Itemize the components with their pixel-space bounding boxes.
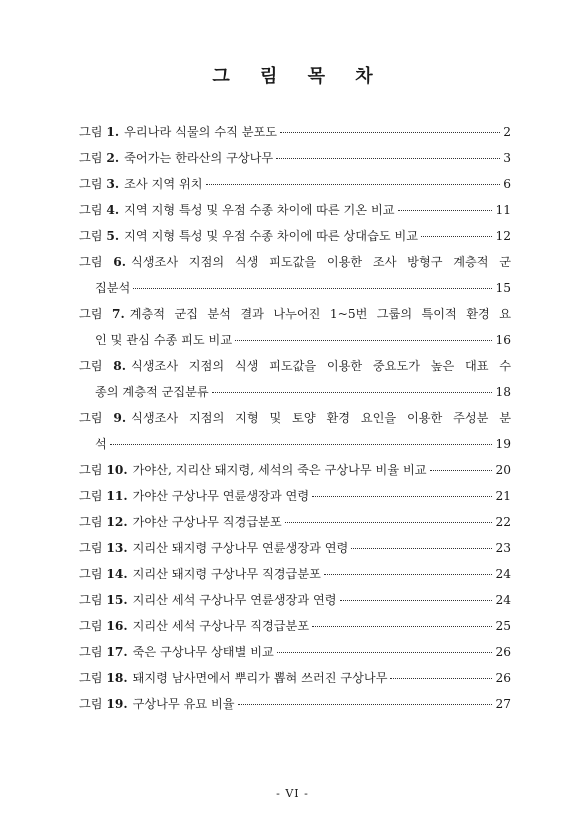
page-ref: 15 <box>495 281 511 295</box>
dot-leader <box>430 470 493 471</box>
figure-number: 18. <box>106 671 128 685</box>
figure-prefix: 그림 <box>79 307 103 321</box>
figure-prefix: 그림 <box>79 567 103 581</box>
toc-entry[interactable] <box>79 535 511 561</box>
toc-entry[interactable] <box>79 665 511 691</box>
figure-number: 16. <box>106 619 128 633</box>
figure-label <box>79 145 119 171</box>
figure-prefix: 그림 <box>79 645 103 659</box>
figure-number: 12. <box>106 515 128 529</box>
page-ref: 16 <box>495 333 511 347</box>
figure-label <box>79 535 128 561</box>
figure-prefix: 그림 <box>79 697 103 711</box>
toc-entry[interactable] <box>79 171 511 197</box>
figure-number: 5. <box>106 229 120 243</box>
toc-entry[interactable] <box>79 405 511 457</box>
dot-leader <box>133 288 492 289</box>
figure-caption: 식생조사 지점의 식생 피도값을 이용한 조사 방형구 계층적 군 <box>131 255 512 269</box>
toc-entry[interactable] <box>79 561 511 587</box>
figure-prefix: 그림 <box>79 177 103 191</box>
figure-label <box>79 613 128 639</box>
figure-caption: 계층적 군집 분석 결과 나누어진 1~5번 그룹의 특이적 환경 요 <box>129 307 511 321</box>
figure-caption: 종의 계층적 군집분류 <box>95 385 209 399</box>
figure-prefix: 그림 <box>79 671 103 685</box>
page-ref: 27 <box>495 697 511 711</box>
figure-number: 7. <box>111 307 125 321</box>
figure-prefix: 그림 <box>79 541 103 555</box>
figure-caption: 구상나무 유묘 비율 <box>132 697 235 711</box>
page-ref: 26 <box>495 671 511 685</box>
toc-entry[interactable] <box>79 483 511 509</box>
figure-number: 4. <box>106 203 120 217</box>
figure-prefix: 그림 <box>79 489 103 503</box>
figure-prefix: 그림 <box>79 411 103 425</box>
figure-prefix: 그림 <box>79 619 103 633</box>
page-ref: 23 <box>495 541 511 555</box>
figure-caption: 가야산, 지리산 돼지령, 세석의 죽은 구상나무 비율 비교 <box>132 463 427 477</box>
dot-leader <box>212 392 493 393</box>
page-ref: 3 <box>503 151 511 165</box>
figure-number: 6. <box>113 255 126 269</box>
page-number: - VI - <box>276 787 309 800</box>
page-ref: 11 <box>495 203 511 217</box>
figure-label <box>79 457 128 483</box>
figure-prefix: 그림 <box>79 593 103 607</box>
dot-leader <box>277 652 493 653</box>
figure-number: 19. <box>106 697 128 711</box>
figure-number: 11. <box>106 489 128 503</box>
figure-label <box>79 255 126 269</box>
figure-label <box>79 171 119 197</box>
page-ref: 21 <box>495 489 511 503</box>
figure-label <box>79 411 126 425</box>
page-ref: 24 <box>495 567 511 581</box>
dot-leader <box>312 626 492 627</box>
figure-prefix: 그림 <box>79 463 103 477</box>
page-ref: 19 <box>495 437 511 451</box>
figure-label <box>79 483 128 509</box>
figure-number: 2. <box>106 151 120 165</box>
page-ref: 24 <box>495 593 511 607</box>
dot-leader <box>312 496 492 497</box>
dot-leader <box>238 704 493 705</box>
figure-label <box>79 639 128 665</box>
page-ref: 2 <box>503 125 511 139</box>
figure-prefix: 그림 <box>79 125 103 139</box>
figure-label <box>79 509 128 535</box>
toc-entry[interactable] <box>79 249 511 301</box>
figure-label <box>79 223 119 249</box>
figure-caption: 지리산 돼지령 구상나무 직경급분포 <box>132 567 321 581</box>
dot-leader <box>324 574 493 575</box>
figure-prefix: 그림 <box>79 359 103 373</box>
toc-entry[interactable] <box>79 145 511 171</box>
figure-caption: 지역 지형 특성 및 우점 수종 차이에 따른 기온 비교 <box>124 203 395 217</box>
figure-number: 3. <box>106 177 120 191</box>
figure-caption: 석 <box>95 437 107 451</box>
toc-entry[interactable] <box>79 197 511 223</box>
page-title: 그 림 목 차 <box>212 66 385 87</box>
figure-caption: 식생조사 지점의 지형 및 토양 환경 요인을 이용한 주성분 분 <box>131 411 512 425</box>
dot-leader <box>390 678 492 679</box>
figure-caption: 인 및 관심 수종 피도 비교 <box>95 333 233 347</box>
figure-label <box>79 359 126 373</box>
page-ref: 25 <box>495 619 511 633</box>
figure-label <box>79 119 119 145</box>
dot-leader <box>421 236 492 237</box>
toc-entry[interactable] <box>79 223 511 249</box>
page-ref: 22 <box>495 515 511 529</box>
page-ref: 20 <box>495 463 511 477</box>
toc-entry[interactable] <box>79 587 511 613</box>
figure-label <box>79 587 128 613</box>
figure-caption: 죽은 구상나무 상태별 비교 <box>132 645 274 659</box>
figure-list <box>79 119 511 717</box>
figure-caption: 조사 지역 위치 <box>124 177 203 191</box>
figure-prefix: 그림 <box>79 229 103 243</box>
figure-prefix: 그림 <box>79 151 103 165</box>
dot-leader <box>276 158 500 159</box>
dot-leader <box>351 548 492 549</box>
dot-leader <box>280 132 500 133</box>
figure-caption: 가야산 구상나무 연륜생장과 연령 <box>132 489 310 503</box>
figure-caption: 지리산 세석 구상나무 연륜생장과 연령 <box>132 593 337 607</box>
toc-entry[interactable] <box>79 613 511 639</box>
toc-entry[interactable] <box>79 301 511 353</box>
figure-caption: 죽어가는 한라산의 구상나무 <box>124 151 274 165</box>
figure-caption: 집분석 <box>95 281 131 295</box>
figure-caption: 돼지령 남사면에서 뿌리가 뽑혀 쓰러진 구상나무 <box>132 671 388 685</box>
dot-leader <box>206 184 501 185</box>
figure-number: 15. <box>106 593 128 607</box>
page-ref: 18 <box>495 385 511 399</box>
page-ref: 12 <box>495 229 511 243</box>
toc-entry[interactable] <box>79 639 511 665</box>
figure-label <box>79 197 119 223</box>
figure-number: 10. <box>106 463 128 477</box>
figure-caption: 우리나라 식물의 수직 분포도 <box>124 125 278 139</box>
figure-prefix: 그림 <box>79 203 103 217</box>
figure-caption: 가야산 구상나무 직경급분포 <box>132 515 282 529</box>
dot-leader <box>398 210 493 211</box>
figure-number: 9. <box>113 411 127 425</box>
figure-label <box>79 665 128 691</box>
dot-leader <box>235 340 492 341</box>
figure-caption: 식생조사 지점의 식생 피도값을 이용한 중요도가 높은 대표 수 <box>131 359 512 373</box>
toc-entry[interactable] <box>79 509 511 535</box>
page-ref: 26 <box>495 645 511 659</box>
dot-leader <box>340 600 493 601</box>
figure-caption: 지리산 세석 구상나무 직경급분포 <box>132 619 310 633</box>
toc-entry[interactable] <box>79 353 511 405</box>
figure-label <box>79 307 125 321</box>
figure-caption: 지역 지형 특성 및 우점 수종 차이에 따른 상대습도 비교 <box>124 229 419 243</box>
figure-prefix: 그림 <box>79 515 103 529</box>
figure-number: 1. <box>106 125 120 139</box>
toc-entry[interactable] <box>79 691 511 717</box>
figure-label <box>79 691 128 717</box>
figure-prefix: 그림 <box>79 255 103 269</box>
toc-entry[interactable] <box>79 119 511 145</box>
figure-number: 14. <box>106 567 128 581</box>
page-ref: 6 <box>503 177 511 191</box>
figure-caption: 지리산 돼지령 구상나무 연륜생장과 연령 <box>132 541 349 555</box>
figure-number: 13. <box>106 541 128 555</box>
figure-number: 8. <box>113 359 126 373</box>
dot-leader <box>110 444 493 445</box>
figure-label <box>79 561 128 587</box>
toc-entry[interactable] <box>79 457 511 483</box>
figure-number: 17. <box>106 645 128 659</box>
dot-leader <box>285 522 493 523</box>
